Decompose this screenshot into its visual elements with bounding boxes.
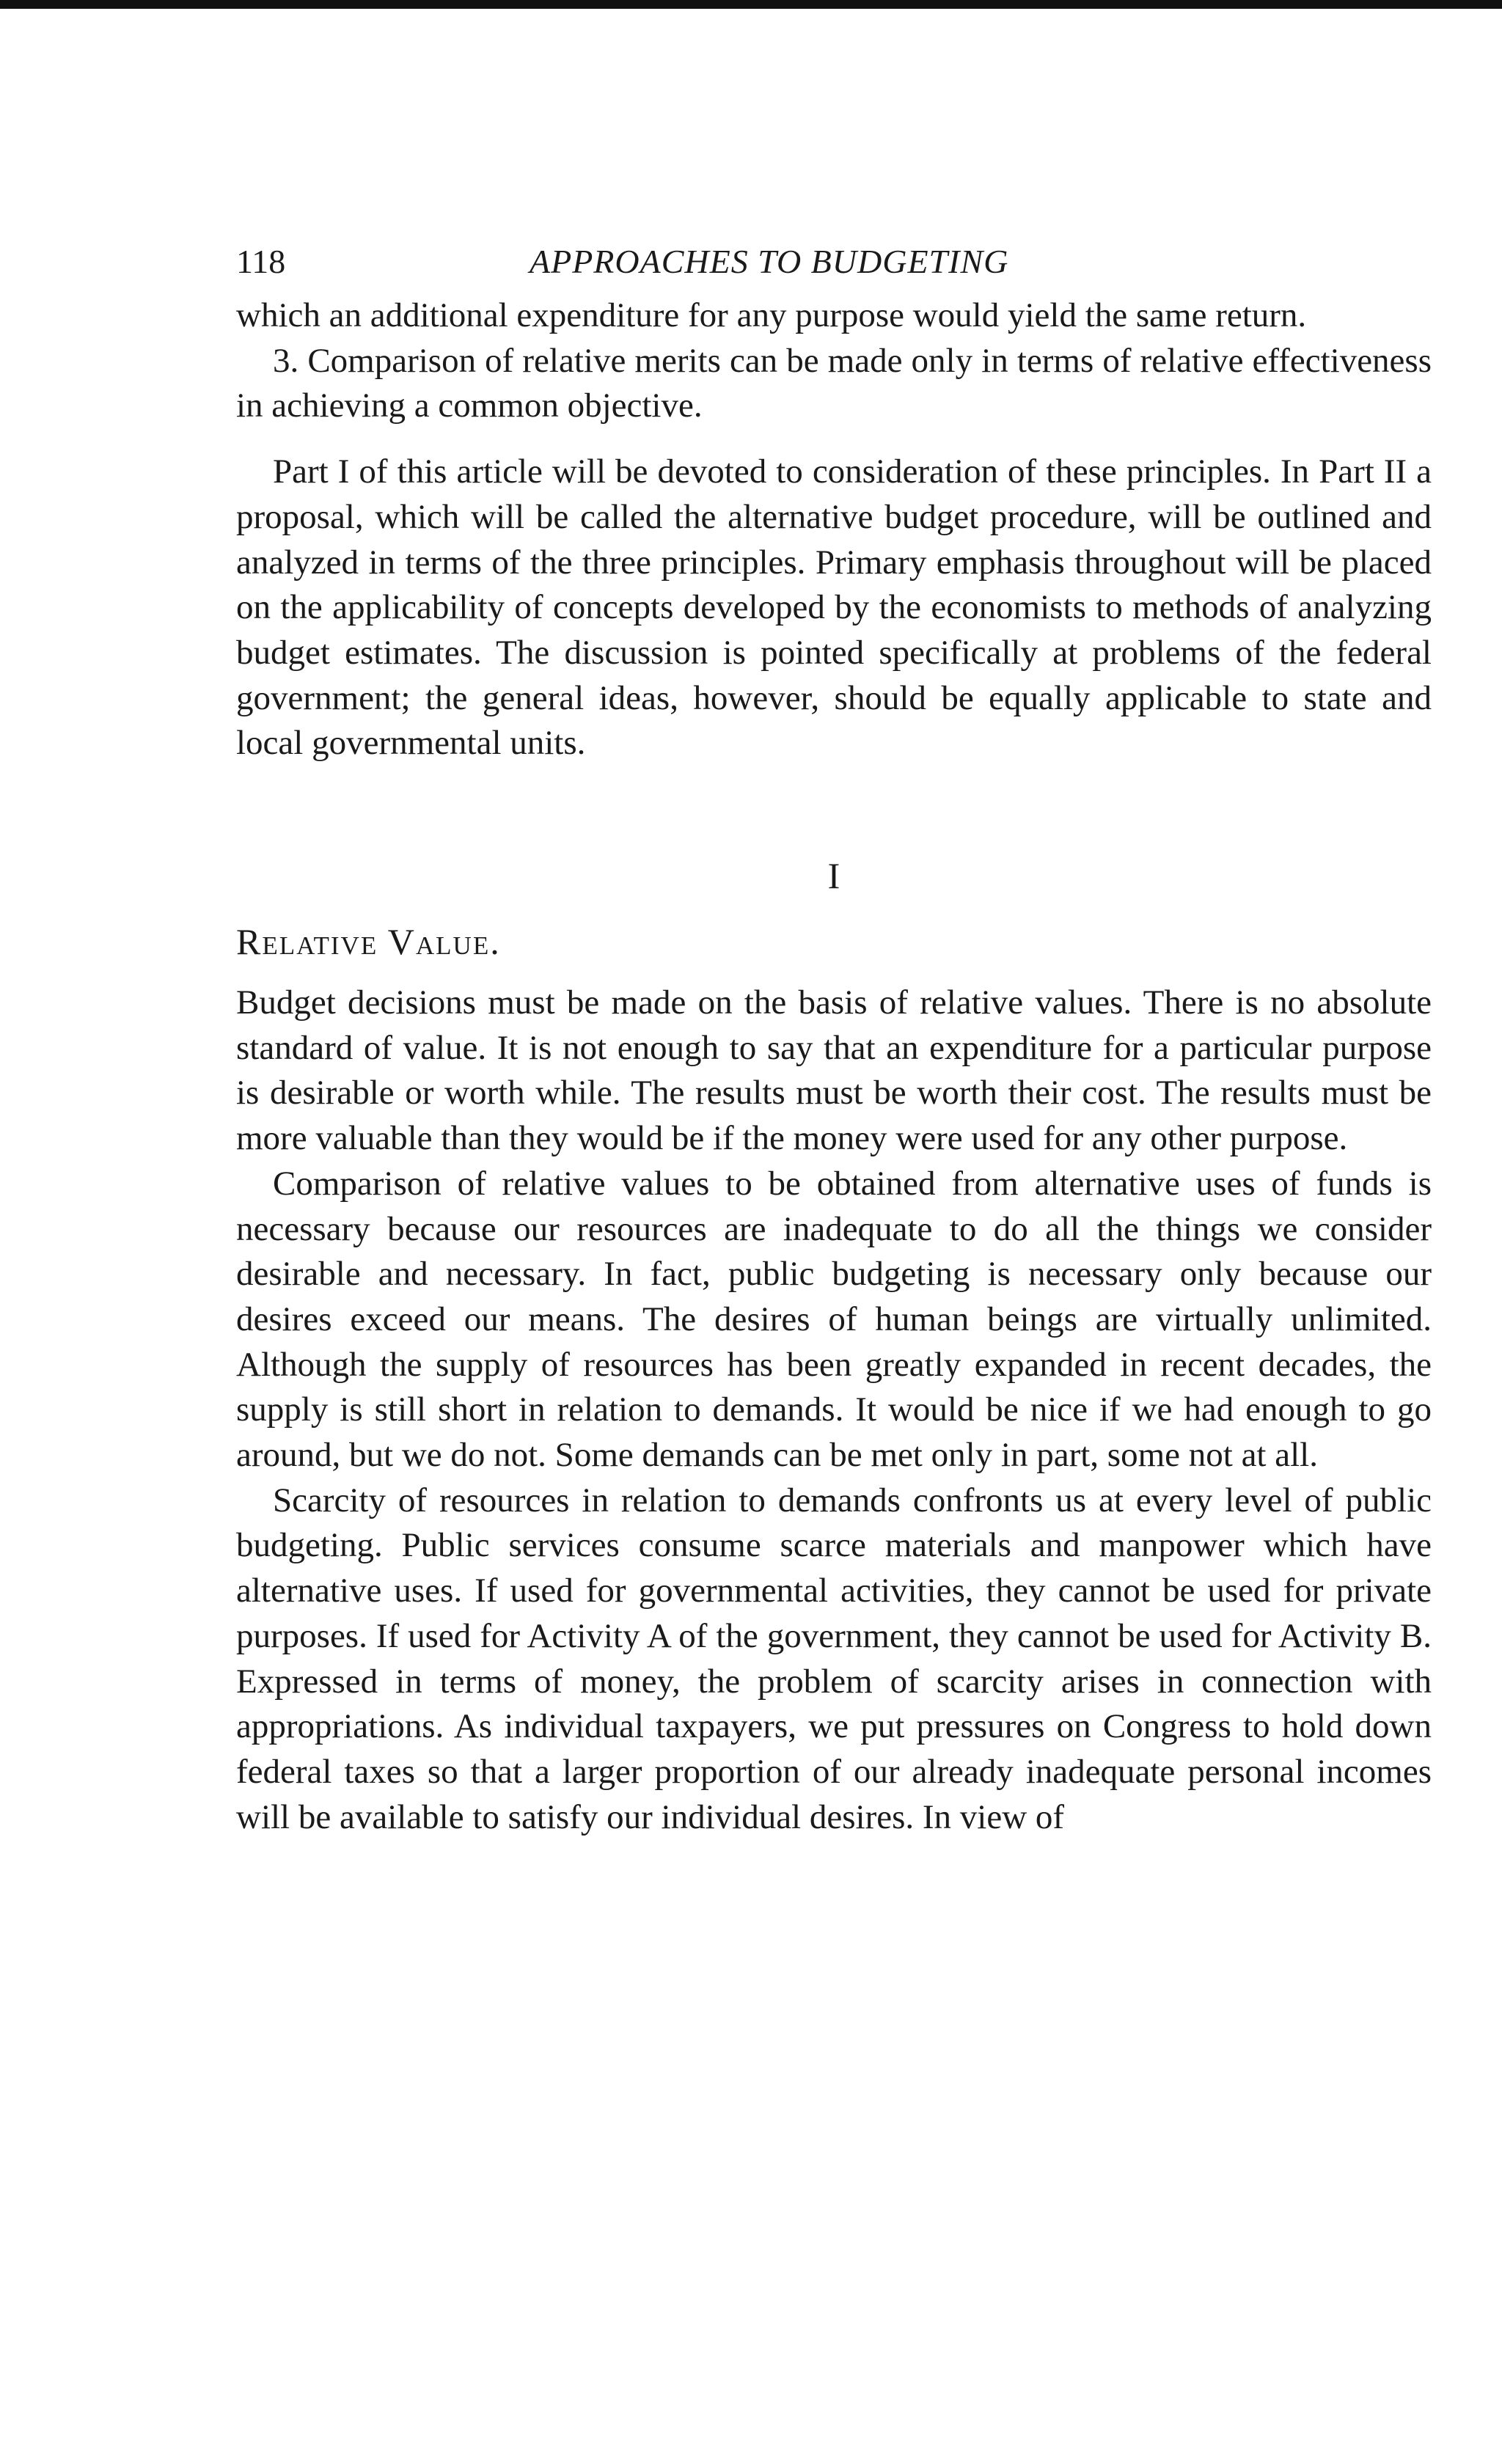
intro-text: [236, 293, 1432, 766]
continuation-paragraph: which an additional expenditure for any purpose would yield the same return.: [236, 296, 1307, 334]
section-body: [236, 980, 1432, 1840]
section-heading: Relative Value.: [236, 921, 501, 963]
running-title: APPROACHES TO BUDGETING: [530, 243, 1009, 280]
page-number: 118: [236, 243, 286, 280]
body-paragraph: Comparison of relative values to be obtained from alternative uses of funds is necessary because our resources are inadequate to do all the things we consider desirable and necessary. In fact, public budgeting is necessary only because our desires exceed our means. The desires of human beings are virtually unlimited. Although the supply of resources has been greatly expanded in recent decades, the supply is still short in relation to demands. It would be nice if we had enough to go around, but we do not. Some demands can be met only in part, some not at all.: [236, 1164, 1432, 1475]
body-paragraph: Budget decisions must be made on the basis of relative values. There is no absolute standard of value. It is not enough to say that an expenditure for a particular purpose is desirable or worth while. The results must be worth their cost. The results must be more valuable than they would be if the money were used for any other purpose.: [236, 983, 1432, 1158]
section-numeral: I: [827, 855, 840, 897]
body-paragraph: Scarcity of resources in relation to demands confronts us at every level of public budgeting. Public services consume scarce materials and manpower which have alternative uses. If used for governmental activities, they cannot be used for private purposes. If used for Activity A of the government, they cannot be used for Activity B. Expressed in terms of money, the problem of scarcity arises in connection with appropriations. As individual taxpayers, we put pressures on Congress to hold down federal taxes so that a larger proportion of our already inadequate personal incomes will be available to satisfy our individual desires. In view of: [236, 1481, 1432, 1836]
intro-paragraph: Part I of this article will be devoted to consideration of these principles. In Part II a proposal, which will be called the alternative budget procedure, will be outlined and analyzed in terms of the three principles. Primary emphasis throughout will be placed on the applicability of concepts developed by the economists to methods of analyzing budget estimates. The discussion is pointed specifically at problems of the federal government; the general ideas, however, should be equally applicable to state and local governmental units.: [236, 452, 1432, 763]
principle-item: 3. Comparison of relative merits can be made only in terms of relative effectiveness in achieving a common objective.: [236, 341, 1432, 425]
running-header: [236, 242, 1432, 293]
scan-top-edge: [0, 0, 1502, 9]
paragraph-gap: [236, 429, 1432, 450]
book-page: [236, 242, 1432, 1840]
